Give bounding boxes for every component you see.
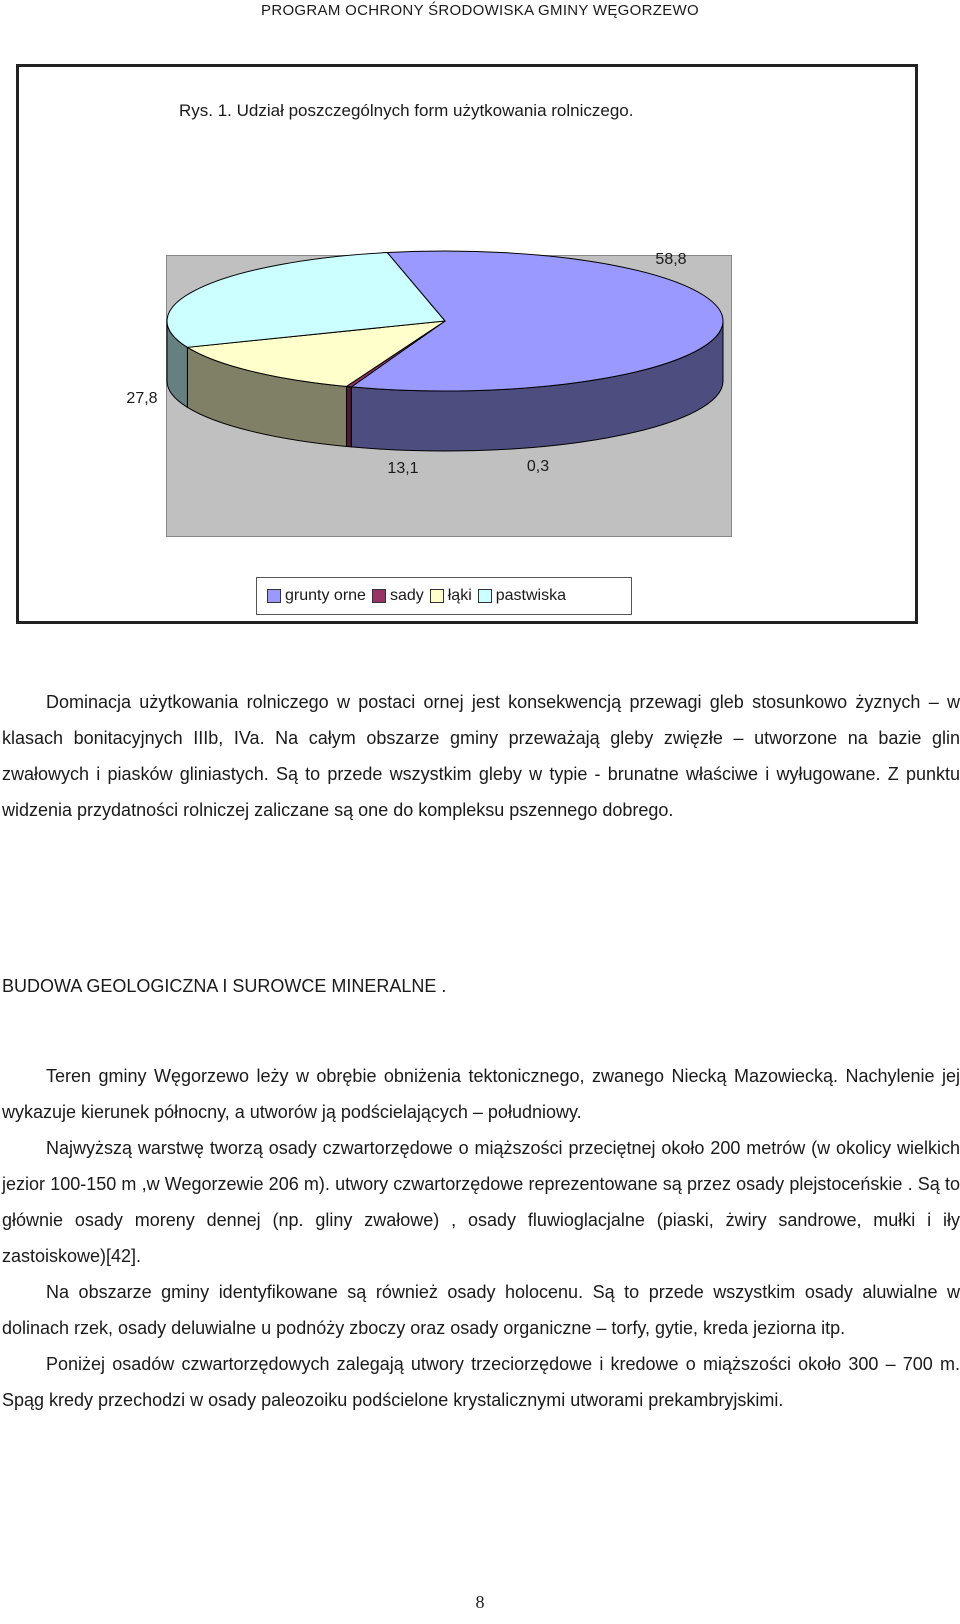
paragraphs-geology	[2, 1058, 960, 1418]
legend-item-sady	[372, 587, 424, 605]
pie-side-sady	[346, 386, 351, 446]
legend-swatch	[478, 589, 492, 603]
chart-legend	[256, 577, 632, 615]
legend-label: łąki	[447, 587, 472, 604]
legend-item-grunty-orne	[267, 587, 366, 605]
legend-swatch	[372, 589, 386, 603]
data-label: 0,3	[526, 458, 550, 475]
section-title: BUDOWA GEOLOGICZNA I SUROWCE MINERALNE .	[2, 976, 447, 996]
data-label: 27,8	[126, 390, 158, 407]
page-number: 8	[475, 1592, 485, 1612]
legend-item-pastwiska	[478, 587, 566, 605]
legend-swatch	[267, 589, 281, 603]
pie-chart	[19, 67, 915, 621]
paragraph-soils	[2, 684, 960, 828]
legend-label: sady	[389, 587, 424, 604]
paragraph-text: Najwyższą warstwę tworzą osady czwartorzędowe o miąższości przeciętnej około 200 metrów (w okolicy wielkich jezior 100-150 m ,w Wegorzewie 206 m). utwory czwartorzędowe reprezentowane są przez osady plejstoceńskie . Są to głównie osady moreny dennej (np. gliny zwałowe) , osady fluwioglacjalne (piaski, żwiry sandrowe, mułki i iły zastoiskowe)[42].	[2, 1138, 960, 1266]
legend-label: pastwiska	[495, 587, 566, 604]
legend-swatch	[430, 589, 444, 603]
paragraph-text: Poniżej osadów czwartorzędowych zalegają utwory trzeciorzędowe i kredowe o miąższości około 300 – 700 m. Spąg kredy przechodzi w osady paleozoiku podścielone krystalicznymi utworami prekambryjskimi.	[2, 1354, 960, 1410]
paragraph-text: Teren gminy Węgorzewo leży w obrębie obniżenia tektonicznego, zwanego Niecką Mazowiecką. Nachylenie jej wykazuje kierunek północny, a utworów ją podścielających – południowy.	[2, 1066, 960, 1122]
figure-caption: Rys. 1. Udział poszczególnych form użytkowania rolniczego.	[179, 101, 634, 120]
data-label: 58,8	[655, 251, 687, 268]
legend-label: grunty orne	[285, 587, 366, 604]
figure-frame	[16, 64, 918, 624]
running-header: PROGRAM OCHRONY ŚRODOWISKA GMINY WĘGORZEWO	[261, 2, 699, 19]
paragraph-text: Na obszarze gminy identyfikowane są również osady holocenu. Są to przede wszystkim osady aluwialne w dolinach rzek, osady deluwialne u podnóży zboczy oraz osady organiczne – torfy, gytie, kreda jeziorna itp.	[2, 1282, 960, 1338]
data-label: 13,1	[387, 460, 419, 477]
legend-item-laki	[430, 587, 472, 605]
paragraph-text: Dominacja użytkowania rolniczego w postaci ornej jest konsekwencją przewagi gleb stosunkowo żyznych – w klasach bonitacyjnych IIIb, IVa. Na całym obszarze gminy przeważają gleby zwięzłe – utworzone na bazie glin zwałowych i piasków gliniastych. Są to przede wszystkim gleby w typie - brunatne właściwe i wyługowane. Z punktu widzenia przydatności rolniczej zaliczane są one do kompleksu pszennego dobrego.	[2, 692, 960, 820]
